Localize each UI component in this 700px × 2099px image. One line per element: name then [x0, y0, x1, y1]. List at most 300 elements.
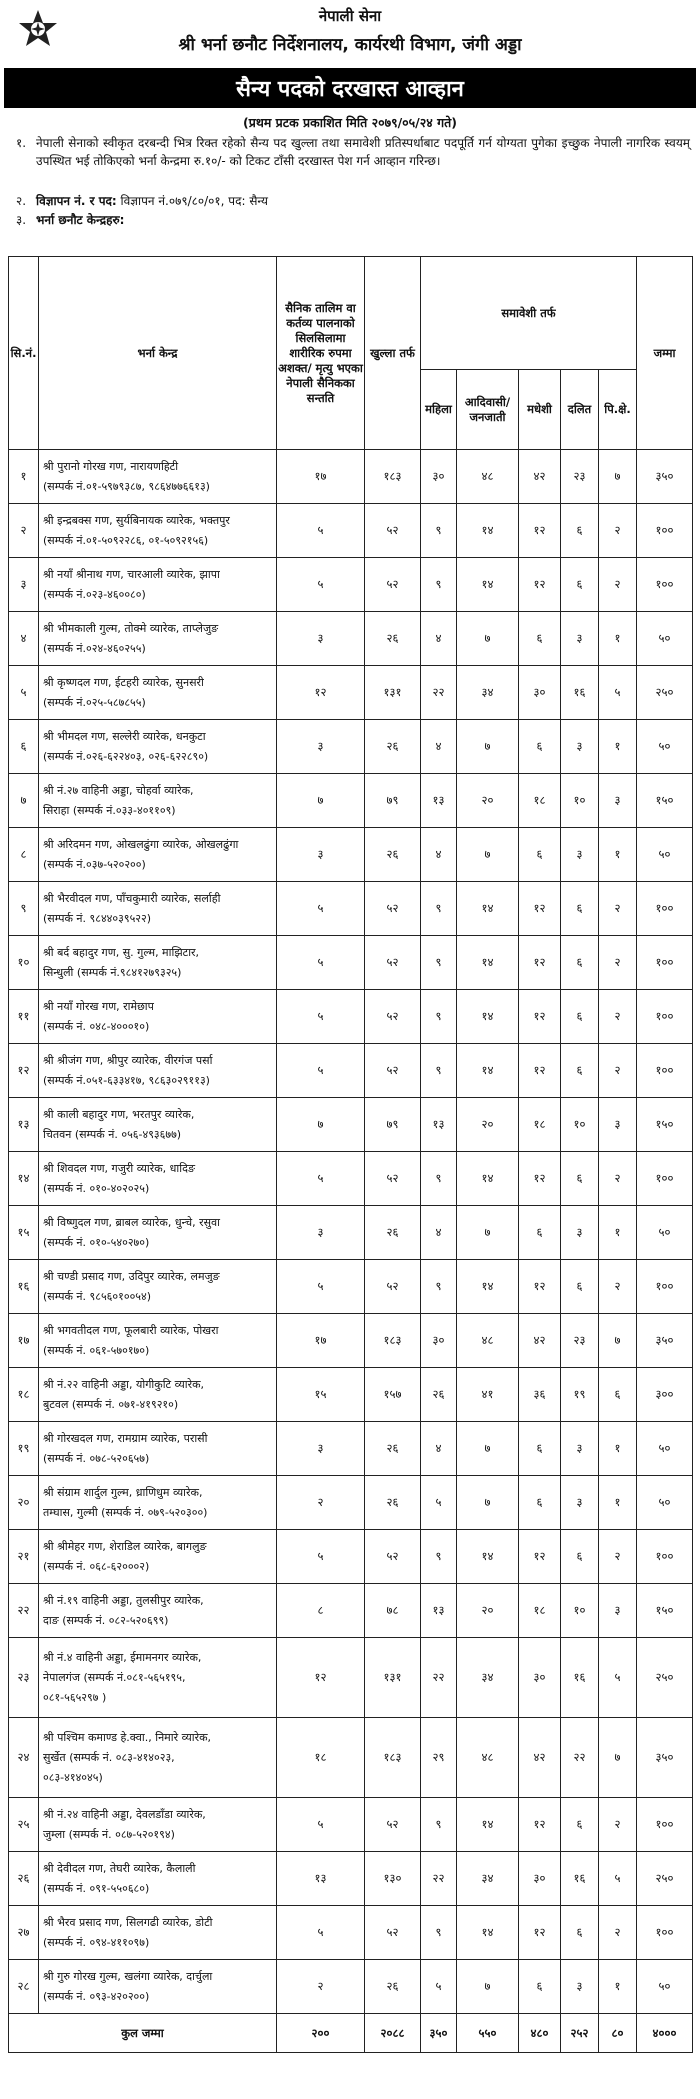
table-body: [9, 450, 693, 2053]
cell-trained: ५: [277, 1044, 365, 1098]
cell-total: १००: [637, 1530, 693, 1584]
cell-trained: ५: [277, 558, 365, 612]
cell-women: २६: [421, 1368, 457, 1422]
cell-madhesi: १२: [519, 936, 561, 990]
total-madhesi: ४८०: [519, 2014, 561, 2053]
cell-women: २९: [421, 1718, 457, 1798]
cell-total: १५०: [637, 1098, 693, 1152]
cell-madhesi: १२: [519, 990, 561, 1044]
cell-sn: २२: [9, 1584, 39, 1638]
table-row: [9, 1798, 693, 1852]
cell-madhesi: १२: [519, 1044, 561, 1098]
center-line: (सम्पर्क नं.०२३-४६००८०): [43, 587, 146, 601]
cell-sn: ३: [9, 558, 39, 612]
cell-open: ५२: [365, 1152, 421, 1206]
cell-sn: १: [9, 450, 39, 504]
cell-women: ९: [421, 504, 457, 558]
cell-dalit: ६: [561, 558, 599, 612]
cell-backward: २: [599, 1260, 637, 1314]
header-total: जम्मा: [637, 257, 693, 450]
center-line: श्री नं.२७ वाहिनी अड्डा, चोहर्वा व्यारेक,: [43, 783, 194, 797]
cell-madhesi: ३६: [519, 1368, 561, 1422]
cell-women: ९: [421, 1530, 457, 1584]
center-line: (सम्पर्क नं.०१-५०९२२८६, ०१-५०९२१५६): [43, 533, 209, 547]
cell-madhesi: १२: [519, 1152, 561, 1206]
cell-adivasi: ४१: [457, 1368, 519, 1422]
table-row: [9, 828, 693, 882]
header-madhesi: मधेशी: [519, 370, 561, 450]
cell-adivasi: ३४: [457, 666, 519, 720]
cell-adivasi: ७: [457, 612, 519, 666]
cell-center: [39, 1852, 277, 1906]
cell-trained: ५: [277, 1530, 365, 1584]
cell-total: १५०: [637, 1584, 693, 1638]
cell-sn: १७: [9, 1314, 39, 1368]
cell-backward: २: [599, 558, 637, 612]
cell-adivasi: १४: [457, 1044, 519, 1098]
cell-dalit: ३: [561, 828, 599, 882]
table-row: [9, 936, 693, 990]
cell-sn: १३: [9, 1098, 39, 1152]
table-row: [9, 1476, 693, 1530]
cell-sn: १५: [9, 1206, 39, 1260]
cell-women: ९: [421, 1152, 457, 1206]
cell-center: [39, 666, 277, 720]
cell-adivasi: ७: [457, 1206, 519, 1260]
table-row: [9, 666, 693, 720]
totals-row: [9, 2014, 693, 2053]
center-line: (सम्पर्क नं. ९८५६०१००५४): [43, 1289, 152, 1303]
cell-madhesi: १२: [519, 1798, 561, 1852]
cell-women: २२: [421, 1852, 457, 1906]
center-line: (सम्पर्क नं. ०९३-४२०२००): [43, 1989, 150, 2003]
notes: [0, 134, 700, 230]
cell-total: ५०: [637, 828, 693, 882]
cell-trained: १८: [277, 1718, 365, 1798]
cell-backward: २: [599, 1798, 637, 1852]
cell-backward: २: [599, 882, 637, 936]
table-row: [9, 1530, 693, 1584]
cell-adivasi: ७: [457, 1422, 519, 1476]
cell-dalit: १६: [561, 666, 599, 720]
cell-dalit: ३: [561, 1422, 599, 1476]
cell-adivasi: १४: [457, 504, 519, 558]
cell-dalit: २३: [561, 450, 599, 504]
total-open: २०८८: [365, 2014, 421, 2053]
center-line: (सम्पर्क नं.०२६-६२२४०३, ०२६-६२२८९०): [43, 749, 209, 763]
note-text: विज्ञापन नं.०७९/८०/०१, पद: सैन्य: [120, 194, 268, 208]
cell-adivasi: १४: [457, 1260, 519, 1314]
center-line: बुटवल (सम्पर्क नं. ०७१-४१९२१०): [43, 1397, 179, 1411]
cell-madhesi: १८: [519, 774, 561, 828]
cell-backward: १: [599, 720, 637, 774]
cell-open: १८३: [365, 1718, 421, 1798]
cell-open: १८३: [365, 1314, 421, 1368]
cell-open: ५२: [365, 1530, 421, 1584]
cell-open: १८३: [365, 450, 421, 504]
center-line: श्री पश्चिम कमाण्ड हे.क्वा., निमारे व्यारेक,: [43, 1730, 212, 1744]
cell-dalit: ६: [561, 1152, 599, 1206]
cell-sn: १६: [9, 1260, 39, 1314]
cell-madhesi: ६: [519, 1422, 561, 1476]
cell-center: [39, 882, 277, 936]
center-line: श्री नं.१९ वाहिनी अड्डा, तुलसीपुर व्यारेक,: [43, 1593, 204, 1607]
cell-open: ५२: [365, 990, 421, 1044]
cell-backward: २: [599, 1152, 637, 1206]
center-line: (सम्पर्क नं.०३७-५२०२००): [43, 857, 146, 871]
table-row: [9, 1314, 693, 1368]
cell-backward: ३: [599, 1098, 637, 1152]
cell-trained: ३: [277, 828, 365, 882]
cell-backward: १: [599, 1960, 637, 2014]
center-line: श्री देवीदल गण, तेघरी व्यारेक, कैलाली: [43, 1861, 196, 1875]
cell-center: [39, 1098, 277, 1152]
header-backward: पि.क्षे.: [599, 370, 637, 450]
cell-trained: १७: [277, 450, 365, 504]
cell-total: १००: [637, 936, 693, 990]
cell-trained: २: [277, 1960, 365, 2014]
header-center: भर्ना केन्द्र: [39, 257, 277, 450]
cell-center: [39, 612, 277, 666]
cell-women: ४: [421, 1422, 457, 1476]
center-line: श्री भैरवीदल गण, पाँचकुमारी व्यारेक, सर्लाही: [43, 891, 221, 905]
note-1: [10, 134, 690, 192]
cell-center: [39, 990, 277, 1044]
cell-trained: ७: [277, 774, 365, 828]
cell-center: [39, 1314, 277, 1368]
cell-sn: २३: [9, 1638, 39, 1718]
cell-total: १५०: [637, 774, 693, 828]
cell-madhesi: १२: [519, 504, 561, 558]
cell-trained: ८: [277, 1584, 365, 1638]
cell-backward: २: [599, 1906, 637, 1960]
center-line: (सम्पर्क नं. ९८४४०३९५२२): [43, 911, 152, 925]
center-line: श्री विष्णुदल गण, ब्राबल व्यारेक, धुन्चे, रसुवा: [43, 1215, 220, 1229]
cell-open: ५२: [365, 1260, 421, 1314]
cell-trained: १२: [277, 1638, 365, 1718]
cell-total: ५०: [637, 720, 693, 774]
cell-women: ४: [421, 720, 457, 774]
center-line: श्री अरिदमन गण, ओखलढुंगा व्यारेक, ओखलढुंगा: [43, 837, 239, 851]
cell-dalit: ३: [561, 720, 599, 774]
cell-backward: २: [599, 1530, 637, 1584]
cell-women: ९: [421, 1260, 457, 1314]
table-row: [9, 1098, 693, 1152]
table-row: [9, 1206, 693, 1260]
cell-backward: २: [599, 504, 637, 558]
cell-open: २६: [365, 612, 421, 666]
cell-backward: ७: [599, 450, 637, 504]
note-3: [10, 211, 690, 230]
cell-sn: १९: [9, 1422, 39, 1476]
cell-adivasi: २०: [457, 1098, 519, 1152]
cell-sn: २८: [9, 1960, 39, 2014]
cell-total: ५०: [637, 1206, 693, 1260]
cell-women: २२: [421, 666, 457, 720]
center-line: तम्घास, गुल्मी (सम्पर्क नं. ०७९-५२०३००): [43, 1505, 208, 1519]
cell-madhesi: ३०: [519, 1638, 561, 1718]
cell-women: ४: [421, 612, 457, 666]
cell-total: ५०: [637, 612, 693, 666]
cell-center: [39, 1638, 277, 1718]
cell-adivasi: १४: [457, 936, 519, 990]
cell-dalit: ६: [561, 1906, 599, 1960]
cell-women: ५: [421, 1960, 457, 2014]
cell-women: ४: [421, 1206, 457, 1260]
center-line: श्री भैरव प्रसाद गण, सिलगढी व्यारेक, डोटी: [43, 1915, 213, 1929]
table-row: [9, 1152, 693, 1206]
center-line: (सम्पर्क नं. ०७८-५२०६५७): [43, 1451, 150, 1465]
cell-backward: १: [599, 1476, 637, 1530]
cell-trained: ५: [277, 936, 365, 990]
table-row: [9, 1960, 693, 2014]
header-open: खुल्ला तर्फ: [365, 257, 421, 450]
center-line: श्री नं.२४ वाहिनी अड्डा, देवलडाँडा व्यारेक,: [43, 1807, 206, 1821]
cell-backward: ५: [599, 1852, 637, 1906]
cell-dalit: ३: [561, 1476, 599, 1530]
cell-madhesi: ६: [519, 1476, 561, 1530]
cell-open: २६: [365, 1476, 421, 1530]
cell-women: ९: [421, 936, 457, 990]
cell-backward: ५: [599, 666, 637, 720]
table-row: [9, 720, 693, 774]
note-number: १.: [16, 136, 27, 150]
cell-dalit: २३: [561, 1314, 599, 1368]
cell-total: १००: [637, 1152, 693, 1206]
cell-women: २२: [421, 1638, 457, 1718]
center-line: श्री भगवतीदल गण, फूलबारी व्यारेक, पोखरा: [43, 1323, 219, 1337]
cell-sn: ११: [9, 990, 39, 1044]
cell-total: १००: [637, 1044, 693, 1098]
cell-dalit: ६: [561, 936, 599, 990]
cell-total: १००: [637, 1260, 693, 1314]
cell-backward: १: [599, 1422, 637, 1476]
center-line: नेपालगंज (सम्पर्क नं.०८१-५६५१९५,: [43, 1670, 186, 1684]
cell-sn: १४: [9, 1152, 39, 1206]
cell-backward: २: [599, 936, 637, 990]
cell-trained: ५: [277, 1260, 365, 1314]
center-line: श्री नयाँ श्रीनाथ गण, चारआली व्यारेक, झापा: [43, 567, 220, 581]
cell-sn: २: [9, 504, 39, 558]
cell-open: ५२: [365, 1906, 421, 1960]
center-line: (सम्पर्क नं.०५१-६३३४१७, ९८६३०२९११३): [43, 1073, 210, 1087]
cell-open: २६: [365, 828, 421, 882]
table-row: [9, 1638, 693, 1718]
cell-dalit: १६: [561, 1638, 599, 1718]
table-row: [9, 882, 693, 936]
center-line: (सम्पर्क नं. ०९४-४११०९७): [43, 1935, 150, 1949]
table-row: [9, 1584, 693, 1638]
center-line: (सम्पर्क नं. ०९१-५५०६८०): [43, 1881, 150, 1895]
table-row: [9, 612, 693, 666]
cell-dalit: ६: [561, 1530, 599, 1584]
cell-sn: ५: [9, 666, 39, 720]
cell-center: [39, 558, 277, 612]
cell-backward: ७: [599, 1314, 637, 1368]
cell-sn: २४: [9, 1718, 39, 1798]
cell-women: १३: [421, 1584, 457, 1638]
cell-total: २५०: [637, 1638, 693, 1718]
cell-dalit: २२: [561, 1718, 599, 1798]
cell-adivasi: ७: [457, 720, 519, 774]
note-number: २.: [16, 194, 27, 208]
table-row: [9, 990, 693, 1044]
note-number: ३.: [16, 213, 27, 227]
cell-dalit: १६: [561, 1852, 599, 1906]
totals-label: कुल जम्मा: [9, 2014, 277, 2053]
cell-madhesi: १२: [519, 1530, 561, 1584]
total-trained: २००: [277, 2014, 365, 2053]
cell-sn: ८: [9, 828, 39, 882]
cell-women: १३: [421, 1098, 457, 1152]
header-trained: सैनिक तालिम वा कर्तव्य पालनाको सिलसिलामा शारीरिक रुपमा अशक्त/ मृत्यु भएका नेपाली सैनिकका सन्तति: [277, 257, 365, 450]
cell-adivasi: १४: [457, 882, 519, 936]
cell-madhesi: ४२: [519, 1718, 561, 1798]
cell-dalit: ६: [561, 1798, 599, 1852]
cell-dalit: ६: [561, 882, 599, 936]
cell-women: ४: [421, 828, 457, 882]
cell-total: १००: [637, 558, 693, 612]
cell-trained: २: [277, 1476, 365, 1530]
cell-sn: २५: [9, 1798, 39, 1852]
cell-open: ७८: [365, 1584, 421, 1638]
cell-women: ९: [421, 558, 457, 612]
cell-open: १३१: [365, 1638, 421, 1718]
cell-backward: २: [599, 990, 637, 1044]
center-line: श्री श्रीजंग गण, श्रीपुर व्यारेक, वीरगंज पर्सा: [43, 1053, 213, 1067]
total-women: ३५०: [421, 2014, 457, 2053]
cell-madhesi: ३०: [519, 666, 561, 720]
total-adivasi: ५५०: [457, 2014, 519, 2053]
cell-center: [39, 1530, 277, 1584]
cell-total: ३५०: [637, 450, 693, 504]
cell-backward: २: [599, 1044, 637, 1098]
total-backward: ८०: [599, 2014, 637, 2053]
cell-adivasi: ७: [457, 828, 519, 882]
cell-center: [39, 720, 277, 774]
cell-madhesi: १२: [519, 882, 561, 936]
cell-dalit: ३: [561, 1960, 599, 2014]
cell-open: ५२: [365, 504, 421, 558]
center-line: श्री चण्डी प्रसाद गण, उदिपुर व्यारेक, लमजुङ: [43, 1269, 220, 1283]
cell-backward: ३: [599, 774, 637, 828]
cell-total: १००: [637, 1906, 693, 1960]
cell-total: ५०: [637, 1960, 693, 2014]
cell-center: [39, 1206, 277, 1260]
cell-dalit: १०: [561, 774, 599, 828]
cell-trained: १३: [277, 1852, 365, 1906]
cell-sn: २१: [9, 1530, 39, 1584]
cell-dalit: ३: [561, 1206, 599, 1260]
cell-adivasi: १४: [457, 558, 519, 612]
cell-open: ७९: [365, 1098, 421, 1152]
center-line: (सम्पर्क नं. ०१०-५४०२७०): [43, 1235, 150, 1249]
publication-date: (प्रथम प्रटक प्रकाशित मिति २०७९/०५/२४ गते): [243, 115, 457, 130]
cell-women: ९: [421, 1044, 457, 1098]
cell-madhesi: ६: [519, 720, 561, 774]
center-line: सिन्धुली (सम्पर्क नं.९८४१२७९३२५): [43, 965, 182, 979]
cell-center: [39, 936, 277, 990]
cell-open: २६: [365, 1206, 421, 1260]
center-line: (सम्पर्क नं. ०१०-४०२०२५): [43, 1181, 150, 1195]
cell-sn: १२: [9, 1044, 39, 1098]
note-2: [10, 192, 690, 211]
center-line: सुर्खेत (सम्पर्क नं. ०८३-४१४०२३,: [43, 1750, 175, 1764]
cell-madhesi: १२: [519, 1906, 561, 1960]
header: [0, 0, 700, 64]
cell-adivasi: १४: [457, 1906, 519, 1960]
cell-trained: १२: [277, 666, 365, 720]
center-line: श्री इन्द्रबक्स गण, सुर्यबिनायक व्यारेक, भक्तपुर: [43, 513, 230, 527]
cell-trained: ३: [277, 612, 365, 666]
center-line: श्री गुरु गोरख गुल्म, खलंगा व्यारेक, दार्चुला: [43, 1969, 213, 1983]
org-subtitle: श्री भर्ना छनौट निर्देशनालय, कार्यरथी विभाग, जंगी अड्डा: [178, 35, 522, 55]
note-text: नेपाली सेनाको स्वीकृत दरबन्दी भित्र रिक्त रहेको सैन्य पद खुल्ला तथा समावेशी प्रतिस्पर्धाबाट पदपूर्ति गर्न योग्यता पुगेका इच्छुक नेपाली नागरिक स्वयम् उपस्थित भई तोकिएको भर्ना केन्द्रमा रु.१०/- को टिकट टाँसी दरखास्त पेश गर्न आव्हान गरिन्छ।: [36, 136, 690, 168]
cell-sn: ९: [9, 882, 39, 936]
cell-madhesi: ६: [519, 612, 561, 666]
cell-backward: १: [599, 828, 637, 882]
center-line: (सम्पर्क नं. ०४८-४०००१०): [43, 1019, 150, 1033]
cell-sn: २६: [9, 1852, 39, 1906]
cell-dalit: ६: [561, 990, 599, 1044]
cell-adivasi: १४: [457, 1530, 519, 1584]
cell-women: ३०: [421, 1314, 457, 1368]
cell-open: ७९: [365, 774, 421, 828]
cell-sn: ६: [9, 720, 39, 774]
cell-sn: ४: [9, 612, 39, 666]
cell-sn: २०: [9, 1476, 39, 1530]
table-row: [9, 450, 693, 504]
center-line: चितवन (सम्पर्क नं. ०५६-४९३६७७): [43, 1127, 182, 1141]
center-line: ०८३-४१४०४५): [43, 1770, 103, 1784]
cell-open: २६: [365, 1960, 421, 2014]
cell-women: ९: [421, 1906, 457, 1960]
title-banner: सैन्य पदको दरखास्त आव्हान: [4, 68, 696, 108]
cell-trained: ५: [277, 1798, 365, 1852]
center-line: श्री पुरानो गोरख गण, नारायणहिटी: [43, 459, 179, 473]
table-row: [9, 558, 693, 612]
cell-total: २५०: [637, 666, 693, 720]
center-line: (सम्पर्क नं.०१-५९७९३८७, ९८६४७७६६१३): [43, 479, 210, 493]
header-inclusive: समावेशी तर्फ: [421, 257, 637, 370]
cell-total: २५०: [637, 1852, 693, 1906]
cell-total: ५०: [637, 1422, 693, 1476]
cell-center: [39, 1960, 277, 2014]
cell-open: ५२: [365, 558, 421, 612]
cell-madhesi: १८: [519, 1584, 561, 1638]
center-line: श्री नं.४ वाहिनी अड्डा, ईमामनगर व्यारेक,: [43, 1650, 202, 1664]
cell-adivasi: ४८: [457, 1314, 519, 1368]
table-row: [9, 1044, 693, 1098]
cell-adivasi: ४८: [457, 450, 519, 504]
total-total: ४०००: [637, 2014, 693, 2053]
cell-open: ५२: [365, 936, 421, 990]
cell-sn: ७: [9, 774, 39, 828]
center-line: (सम्पर्क नं.०२५-५८७८५५): [43, 695, 146, 709]
cell-madhesi: १८: [519, 1098, 561, 1152]
center-line: सिराहा (सम्पर्क नं.०३३-४०११०९): [43, 803, 176, 817]
cell-sn: १८: [9, 1368, 39, 1422]
cell-trained: ३: [277, 1206, 365, 1260]
cell-center: [39, 1260, 277, 1314]
center-line: श्री बर्द बहादुर गण, सु. गुल्म, माझिटार,: [43, 945, 200, 959]
note-label: भर्ना छनौट केन्द्रहरु:: [36, 213, 125, 227]
cell-open: १३१: [365, 666, 421, 720]
cell-dalit: १०: [561, 1584, 599, 1638]
cell-total: १००: [637, 882, 693, 936]
org-name: नेपाली सेना: [318, 7, 382, 25]
cell-center: [39, 1476, 277, 1530]
